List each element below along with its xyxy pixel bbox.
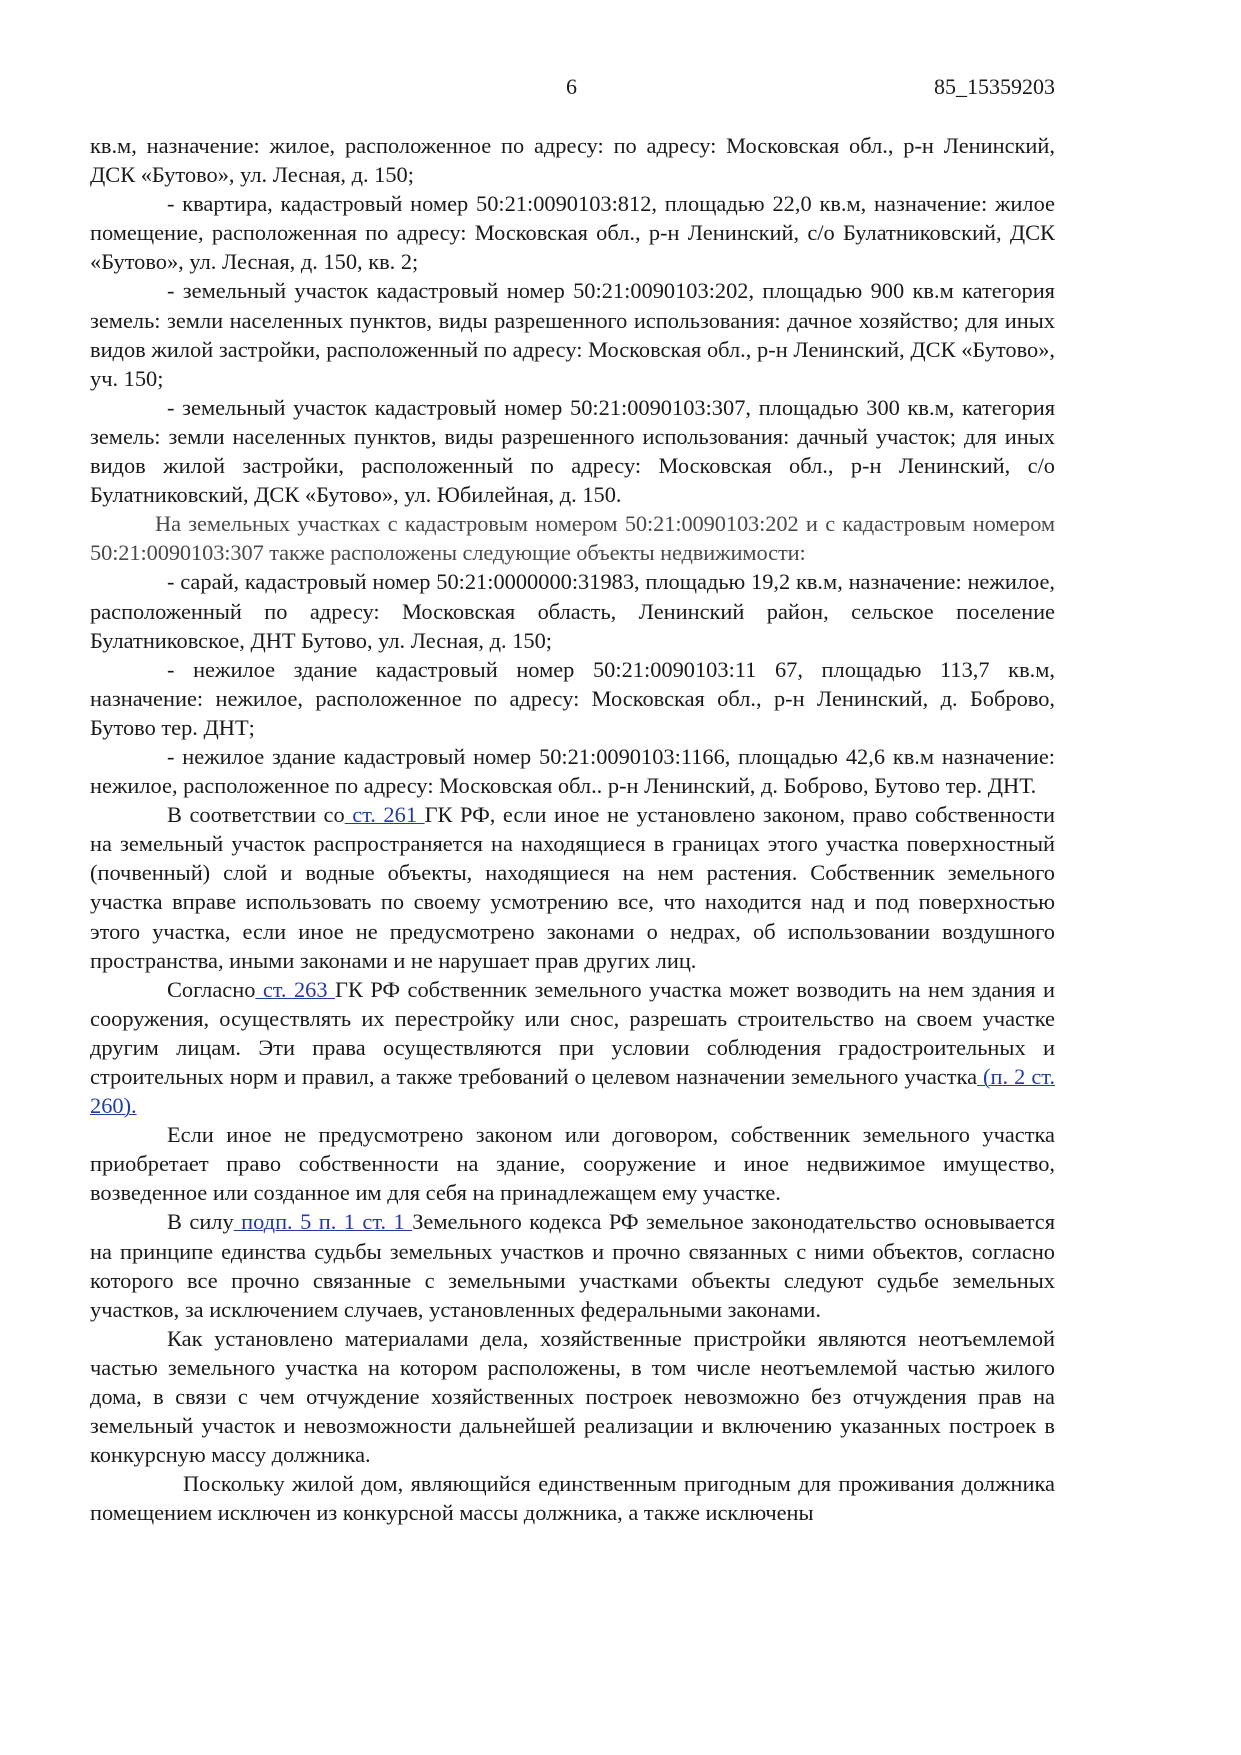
text-segment: ГК РФ собственник земельного участка может возводить на нем здания и сооружения, осуществлять их перестройку или снос, разрешать строительство на своем участке другим лицам. Эти права осуществляются при условии соблюдения градостроительных и строительных норм и правил, а также требований о целевом назначении земельного участка [90,976,1056,1089]
document-body [90,131,1055,1528]
page-number: 6 [566,74,577,99]
paragraph-barn: - сарай, кадастровый номер 50:21:0000000:31983, площадью 19,2 кв.м, назначение: нежилое, расположенный по адресу: Московская область, Ленинский район, сельское поселение Булатниковское, ДНТ Бутово, ул. Лесная, д. 150; [90,569,1055,653]
paragraph-building-1167: - нежилое здание кадастровый номер 50:21:0090103:11 67, площадью 113,7 кв.м, назначение: нежилое, расположенное по адресу: Московская обл., р-н Ленинский, д. Боброво, Бутово тер. ДНТ; [90,656,1055,740]
text-segment: В соответствии со [167,802,345,828]
paragraph-continuation: кв.м, назначение: жилое, расположенное по адресу: по адресу: Московская обл., р-н Ленинский, ДСК «Бутово», ул. Лесная, д. 150; [90,133,1055,188]
page-header [0,74,1241,104]
paragraph-land-code [90,1207,1055,1323]
text-segment: ГК РФ, если иное не установлено законом, право собственности на земельный участок распространяется на находящиеся в границах этого участка поверхностный (почвенный) слой и водные объекты, находящиеся на нем растения. Собственник земельного участка вправе использовать по своему усмотрению все, что находится над и под поверхностью этого участка, если иное не предусмотрено законами о недрах, об использовании воздушного пространства, иными законами и не нарушает прав других лиц. [90,802,1056,973]
paragraph-ownership: Если иное не предусмотрено законом или договором, собственник земельного участка приобретает право собственности на здание, сооружение и иное недвижимое имущество, возведенное или созданное им для себя на принадлежащем ему участке. [90,1122,1055,1206]
paragraph-outbuildings: Как установлено материалами дела, хозяйственные пристройки являются неотъемлемой частью земельного участка на котором расположены, в том числе неотъемлемой частью жилого дома, в связи с чем отчуждение хозяйственных построек невозможно без отчуждения прав на земельный участок и невозможности дальнейшей реализации и включению указанных построек в конкурсную массу должника. [90,1325,1055,1468]
paragraph-land-plot-307: - земельный участок кадастровый номер 50:21:0090103:307, площадью 300 кв.м, категория земель: земли населенных пунктов, виды разрешенного использования: дачный участок; для иных видов жилой застройки, расположенный по адресу: Московская обл., р-н Ленинский, с/о Булатниковский, ДСК «Бутово», ул. Юбилейная, д. 150. [90,394,1055,508]
paragraph-land-plot-202: - земельный участок кадастровый номер 50:21:0090103:202, площадью 900 кв.м категория земель: земли населенных пунктов, виды разрешенного использования: дачное хозяйство; для иных видов жилой застройки, расположенный по адресу: Московская обл., р-н Ленинский, ДСК «Бутово», уч. 150; [90,278,1055,391]
paragraph-objects-intro: На земельных участках с кадастровым номером 50:21:0090103:202 и с кадастровым номером 50:21:0090103:307 также расположены следующие объекты недвижимости: [90,511,1055,566]
paragraph-article-263 [90,975,1055,1120]
link-article-260[interactable]: (п. 2 ст. 260). [90,1064,1055,1119]
link-land-code-article-1[interactable]: подп. 5 п. 1 ст. 1 [233,1209,413,1235]
paragraph-article-261 [90,800,1055,975]
text-segment: Согласно [167,976,256,1002]
link-article-263[interactable]: ст. 263 [255,976,335,1002]
paragraph-apartment: - квартира, кадастровый номер 50:21:0090103:812, площадью 22,0 кв.м, назначение: жилое помещение, расположенная по адресу: Московская обл., р-н Ленинский, с/о Булатниковский, ДСК «Бутово», ул. Лесная, д. 150, кв. 2; [90,191,1055,275]
paragraph-building-1166: - нежилое здание кадастровый номер 50:21:0090103:1166, площадью 42,6 кв.м назначение: нежилое, расположенное по адресу: Московская обл.. р-н Ленинский, д. Боброво, Бутово тер. ДНТ. [90,743,1055,799]
text-segment: Земельного кодекса РФ земельное законодательство основывается на принципе единства судьбы земельных участков и прочно связанных с ними объектов, согласно которого все прочно связанные с земельными участками объекты следуют судьбе земельных участков, за исключением случаев, установленных федеральными законами. [90,1209,1056,1322]
document-id: 85_15359203 [934,74,1055,99]
link-article-261[interactable]: ст. 261 [344,802,425,828]
paragraph-residential-house: Поскольку жилой дом, являющийся единственным пригодным для проживания должника помещением исключен из конкурсной массы должника, а также исключены [90,1471,1055,1526]
text-segment: В силу [167,1209,234,1235]
